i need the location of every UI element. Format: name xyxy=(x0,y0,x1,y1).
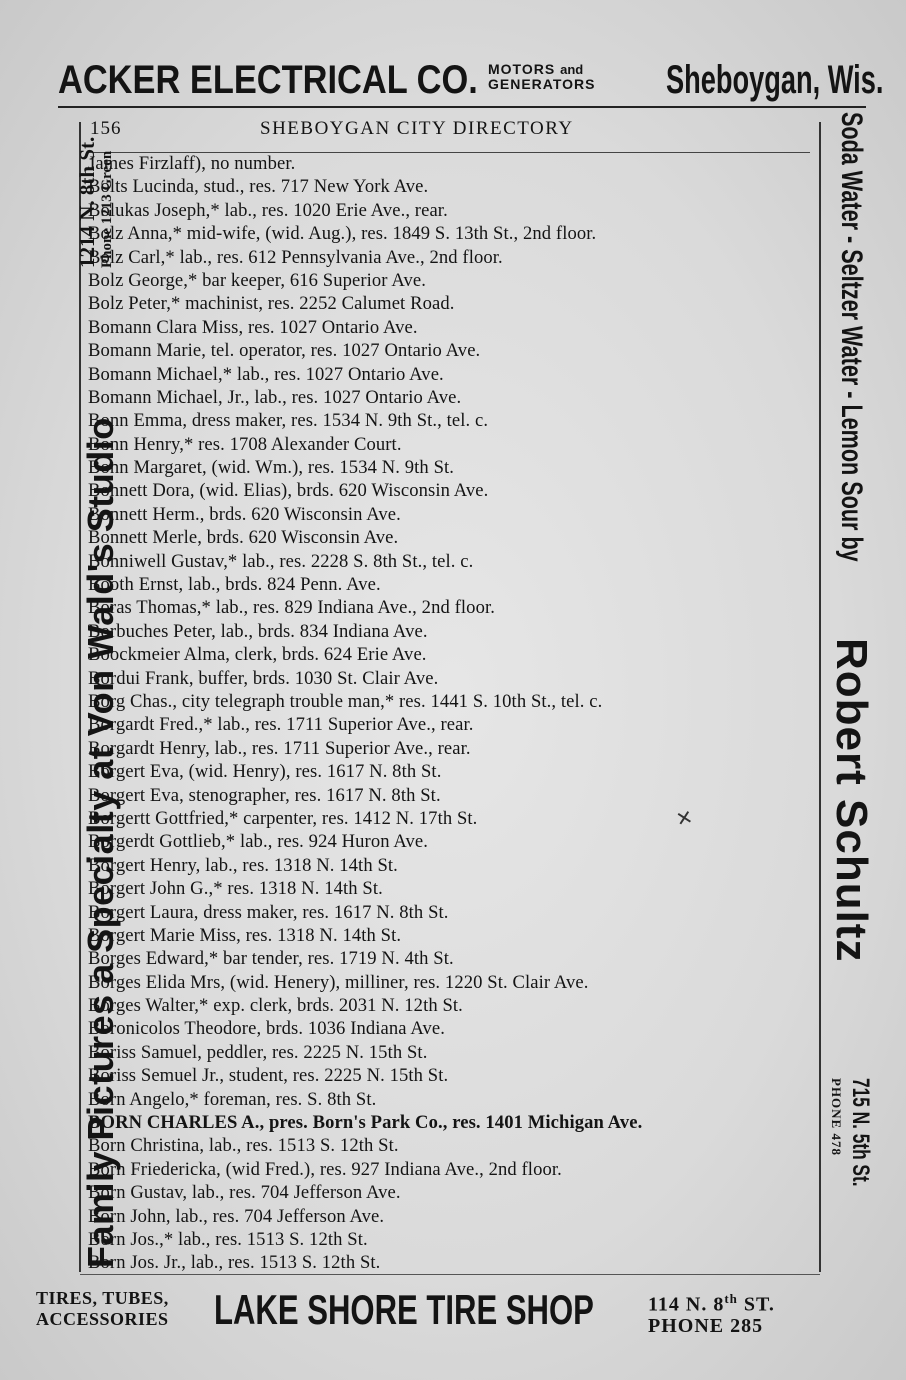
soda-ad-products: Soda Water - Seltzer Water - Lemon Sour by xyxy=(835,112,868,562)
soda-ad-name: Robert Schultz xyxy=(827,638,876,963)
directory-entry: Bolz Peter,* machinist, res. 2252 Calumet Road. xyxy=(88,293,455,315)
directory-entry: Borgert Henry, lab., res. 1318 N. 14th St. xyxy=(88,854,398,876)
directory-entry: Bomann Michael, Jr., lab., res. 1027 Ontario Ave. xyxy=(88,386,462,408)
directory-entry: Bonnett Herm., brds. 620 Wisconsin Ave. xyxy=(88,503,401,525)
directory-entry: Boronicolos Theodore, brds. 1036 Indiana Ave. xyxy=(88,1018,446,1040)
directory-entry: Born Jos.,* lab., res. 1513 S. 12th St. xyxy=(88,1228,368,1250)
ad-tagline-generators: GENERATORS xyxy=(488,76,596,92)
directory-entry: Bolz Carl,* lab., res. 612 Pennsylvania Ave., 2nd floor. xyxy=(88,246,503,268)
page-header xyxy=(88,118,812,144)
directory-entry: Borgardt Henry, lab., res. 1711 Superior Ave., rear. xyxy=(88,737,471,759)
right-vertical-advertisement xyxy=(822,108,878,1248)
directory-entry: Bomann Michael,* lab., res. 1027 Ontario Ave. xyxy=(88,363,444,385)
directory-entry: Bonnett Dora, (wid. Elias), brds. 620 Wisconsin Ave. xyxy=(88,480,489,502)
directory-entry: Borgert Eva, stenographer, res. 1617 N. 8th St. xyxy=(88,784,441,806)
ad-tagline-motors: MOTORS xyxy=(488,61,556,77)
directory-entry: Bolts Lucinda, stud., res. 717 New York Ave. xyxy=(88,176,429,198)
directory-entry: Borgert Laura, dress maker, res. 1617 N. 8th St. xyxy=(88,901,449,923)
soda-ad-phone: PHONE 478 xyxy=(829,1078,844,1156)
directory-entry: Bonniwell Gustav,* lab., res. 2228 S. 8th St., tel. c. xyxy=(88,550,474,572)
tire-ad-products xyxy=(36,1288,169,1330)
directory-entry: Borg Chas., city telegraph trouble man,* res. 1441 S. 10th St., tel. c. xyxy=(88,690,603,712)
directory-entry: Born Angelo,* foreman, res. S. 8th St. xyxy=(88,1088,377,1110)
tire-ad-products-line2: ACCESSORIES xyxy=(36,1309,169,1329)
tire-ad-contact xyxy=(648,1288,775,1337)
directory-entry: Boockmeier Alma, clerk, brds. 624 Erie Ave. xyxy=(88,644,427,666)
tire-ad-address-st: ST. xyxy=(737,1293,775,1316)
directory-entry: Bonnett Merle, brds. 620 Wisconsin Ave. xyxy=(88,527,399,549)
directory-entry: Bordui Frank, buffer, brds. 1030 St. Clair Ave. xyxy=(88,667,439,689)
studio-ad-text: Family Pictures a Specialty at Von Wald's Studio xyxy=(80,417,121,1268)
pencil-mark-icon: ✕ xyxy=(673,804,696,832)
directory-entry: Borbuches Peter, lab., brds. 834 Indiana Ave. xyxy=(88,620,428,642)
directory-entry: Borges Edward,* bar tender, res. 1719 N. 4th St. xyxy=(88,948,454,970)
ad-tagline-and: and xyxy=(560,62,584,77)
directory-entry: James Firzlaff), no number. xyxy=(88,153,296,174)
directory-entry: Bolukas Joseph,* lab., res. 1020 Erie Ave., rear. xyxy=(88,199,448,221)
directory-entry: Bolz Anna,* mid-wife, (wid. Aug.), res. 1849 S. 13th St., 2nd floor. xyxy=(88,223,597,245)
left-vertical-advertisement xyxy=(76,128,132,1268)
directory-entry: Bomann Clara Miss, res. 1027 Ontario Ave. xyxy=(88,316,418,338)
page-title: SHEBOYGAN CITY DIRECTORY xyxy=(260,118,574,139)
directory-entry: Booth Ernst, lab., brds. 824 Penn. Ave. xyxy=(88,574,381,596)
directory-entry: Borgert Eva, (wid. Henry), res. 1617 N. 8th St. xyxy=(88,761,442,783)
right-column-border xyxy=(819,122,821,1272)
directory-entry: Boriss Semuel Jr., student, res. 2225 N. 15th St. xyxy=(88,1065,449,1087)
directory-entry: Borgert John G.,* res. 1318 N. 14th St. xyxy=(88,878,383,900)
ad-tagline xyxy=(488,62,596,92)
directory-entry: Born Friedericka, (wid Fred.), res. 927 Indiana Ave., 2nd floor. xyxy=(88,1158,562,1180)
directory-entry: Boriss Samuel, peddler, res. 2225 N. 15th St. xyxy=(88,1041,428,1063)
directory-entry: Bonn Henry,* res. 1708 Alexander Court. xyxy=(88,433,402,455)
tire-ad-address-num: 114 N. 8 xyxy=(648,1293,725,1316)
tire-ad-products-line1: TIRES, TUBES, xyxy=(36,1288,169,1308)
directory-entry: Born John, lab., res. 704 Jefferson Ave. xyxy=(88,1205,385,1227)
directory-entry: Born Christina, lab., res. 1513 S. 12th St. xyxy=(88,1135,399,1157)
directory-entry: Bonn Margaret, (wid. Wm.), res. 1534 N. 9th St. xyxy=(88,457,455,479)
directory-entry: Bonn Emma, dress maker, res. 1534 N. 9th St., tel. c. xyxy=(88,410,489,432)
bottom-divider xyxy=(80,1274,820,1275)
ad-company-name: ACKER ELECTRICAL CO. xyxy=(58,58,478,102)
page-number: 156 xyxy=(90,118,122,139)
bottom-advertisement xyxy=(36,1284,866,1344)
directory-entry: BORN CHARLES A., pres. Born's Park Co., res. 1401 Michigan Ave. xyxy=(88,1112,643,1134)
directory-entry: Borges Elida Mrs, (wid. Henery), milliner, res. 1220 St. Clair Ave. xyxy=(88,971,589,993)
directory-entry: Borges Walter,* exp. clerk, brds. 2031 N. 12th St. xyxy=(88,995,463,1017)
directory-entries xyxy=(88,152,816,1275)
soda-ad-address: 715 N. 5th St. xyxy=(847,1078,874,1187)
directory-entry: Borgertt Gottfried,* carpenter, res. 1412 N. 17th St. xyxy=(88,807,478,829)
directory-entry: Borgerdt Gottlieb,* lab., res. 924 Huron Ave. xyxy=(88,831,428,853)
top-advertisement xyxy=(58,56,884,106)
ad-city: Sheboygan, Wis. xyxy=(666,58,884,102)
directory-entry: Bolz George,* bar keeper, 616 Superior Ave. xyxy=(88,269,426,291)
directory-entry: Borgert Marie Miss, res. 1318 N. 14th St. xyxy=(88,924,402,946)
directory-entry: Born Jos. Jr., lab., res. 1513 S. 12th St. xyxy=(88,1252,381,1274)
top-divider xyxy=(58,106,866,108)
directory-entry: Born Gustav, lab., res. 704 Jefferson Ave. xyxy=(88,1182,401,1204)
directory-entry: Boras Thomas,* lab., res. 829 Indiana Ave., 2nd floor. xyxy=(88,597,495,619)
tire-ad-address-sup: th xyxy=(724,1291,738,1306)
studio-address: 1214 N. 8th St. xyxy=(75,136,99,268)
studio-ad-address xyxy=(76,137,116,268)
tire-ad-phone: PHONE 285 xyxy=(648,1314,764,1337)
directory-entry: Bomann Marie, tel. operator, res. 1027 Ontario Ave. xyxy=(88,340,481,362)
tire-ad-shop-name: LAKE SHORE TIRE SHOP xyxy=(214,1286,594,1333)
studio-phone: Phone 1213 Green xyxy=(99,150,115,268)
directory-entry: Borgardt Fred.,* lab., res. 1711 Superior Ave., rear. xyxy=(88,714,474,736)
